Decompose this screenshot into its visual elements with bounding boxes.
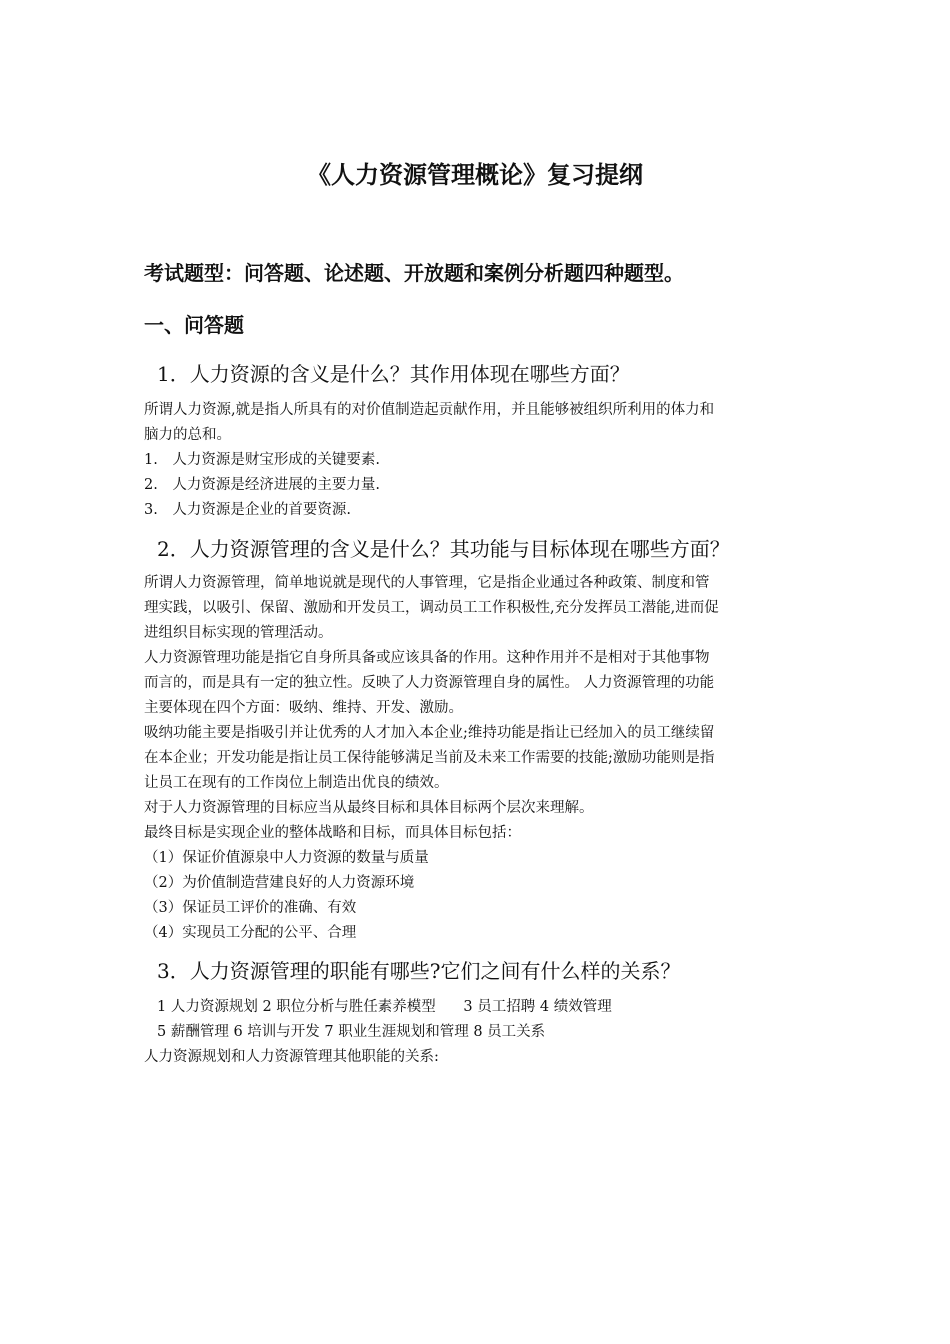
answer-line: 对于人力资源管理的目标应当从最终目标和具体目标两个层次来理解。: [144, 800, 594, 816]
list-item: 1. 人力资源是财宝形成的关键要素.: [144, 452, 380, 468]
answer-line: 所谓人力资源管理，简单地说就是现代的人事管理，它是指企业通过各种政策、制度和管: [144, 575, 710, 591]
answer-line: 而言的，而是具有一定的独立性。反映了人力资源管理自身的属性。 人力资源管理的功能: [144, 675, 715, 691]
exam-types: 考试题型：问答题、论述题、开放题和案例分析题四种题型。: [144, 261, 684, 285]
answer-line: 理实践，以吸引、保留、激励和开发员工，调动员工工作积极性,充分发挥员工潜能,进而促: [144, 600, 719, 616]
question-2-heading: 2．人力资源管理的含义是什么？其功能与目标体现在哪些方面？: [157, 537, 730, 561]
document-title: 《人力资源管理概论》复习提纲: [307, 161, 643, 189]
answer-line: 主要体现在四个方面：吸纳、维持、开发、激励。: [144, 700, 463, 716]
answer-line: 在本企业；开发功能是指让员工保待能够满足当前及未来工作需要的技能;激励功能则是指: [144, 750, 715, 766]
list-item: 2. 人力资源是经济进展的主要力量.: [144, 477, 380, 493]
question-3-heading: 3．人力资源管理的职能有哪些?它们之间有什么样的关系？: [157, 959, 681, 983]
question-1-heading: 1．人力资源的含义是什么？其作用体现在哪些方面？: [157, 362, 630, 386]
list-item: （4）实现员工分配的公平、合理: [144, 925, 357, 941]
section-heading-qa: 一、问答题: [144, 313, 244, 337]
list-item: 3. 人力资源是企业的首要资源.: [144, 502, 351, 518]
answer-line: 脑力的总和。: [144, 427, 231, 443]
question-3-functions: [157, 995, 817, 1045]
functions-line: 5 薪酬管理 6 培训与开发 7 职业生涯规划和管理 8 员工关系: [157, 1024, 546, 1040]
answer-line: 进组织目标实现的管理活动。: [144, 625, 333, 641]
list-item: （2）为价值制造营建良好的人力资源环境: [144, 875, 415, 891]
answer-line: 所谓人力资源,就是指人所具有的对价值制造起贡献作用，并且能够被组织所利用的体力和: [144, 402, 715, 418]
list-item: （1）保证价值源泉中人力资源的数量与质量: [144, 850, 429, 866]
question-3-answer: [144, 1045, 808, 1070]
list-item: （3）保证员工评价的准确、有效: [144, 900, 357, 916]
question-1-answer: [144, 398, 808, 523]
answer-line: 人力资源规划和人力资源管理其他职能的关系:: [144, 1049, 439, 1065]
functions-line: 1 人力资源规划 2 职位分析与胜任素养模型 3 员工招聘 4 绩效管理: [157, 999, 612, 1015]
answer-line: 吸纳功能主要是指吸引并让优秀的人才加入本企业;维持功能是指让已经加入的员工继续留: [144, 725, 715, 741]
answer-line: 让员工在现有的工作岗位上制造出优良的绩效。: [144, 775, 449, 791]
question-2-answer: [144, 571, 808, 946]
answer-line: 最终目标是实现企业的整体战略和目标，而具体目标包括：: [144, 825, 521, 841]
answer-line: 人力资源管理功能是指它自身所具备或应该具备的作用。这种作用并不是相对于其他事物: [144, 650, 710, 666]
